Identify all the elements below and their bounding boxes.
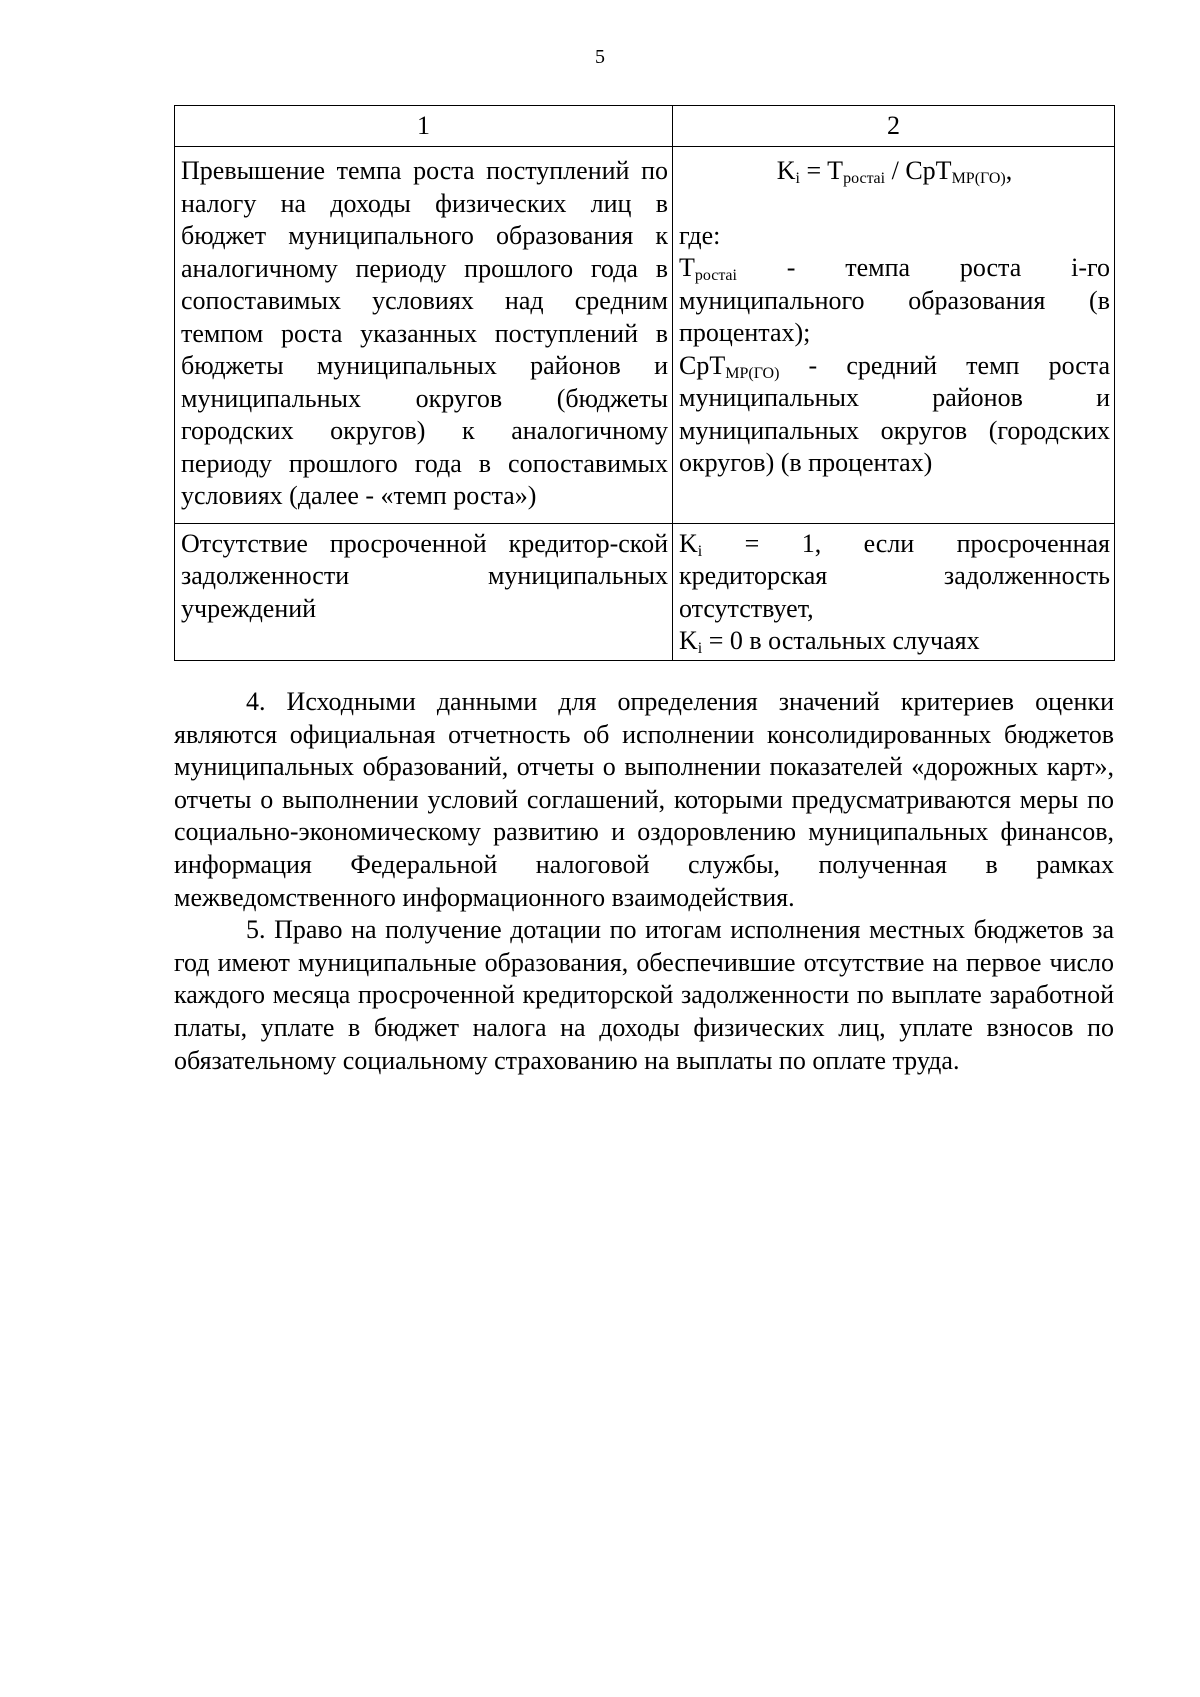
table-header-row xyxy=(175,106,1115,147)
table-row xyxy=(175,147,1115,524)
formula-end: , xyxy=(1005,156,1013,185)
where-label: где: xyxy=(679,220,721,250)
criterion-cell: Превышение темпа роста поступлений по налогу на доходы физических лиц в бюджет муниципального образования к аналогичному периоду прошлого года в сопоставимых условиях над средним темпом роста указанных поступлений в бюджеты муниципальных районов и муниципальных округов (бюджеты городских округов) к аналогичному периоду прошлого года в сопоставимых условиях (далее - «темп роста») xyxy=(175,147,673,524)
column-header-2: 2 xyxy=(673,106,1115,147)
k-subscript: i xyxy=(697,640,703,657)
k-equals-zero xyxy=(679,625,1110,658)
t-symbol: T xyxy=(679,253,695,282)
k-one-text: = 1, если просроченная кредиторская задолженность отсутствует, xyxy=(679,528,1110,623)
formula-t-subscript: ростai xyxy=(843,170,886,187)
page-number: 5 xyxy=(595,46,605,68)
srt-symbol: СрТ xyxy=(679,350,726,380)
k-zero-text: = 0 в остальных случаях xyxy=(702,626,980,655)
srt-description: - средний темп роста муниципальных районов и муниципальных округов (городских округов) (в процентах) xyxy=(679,350,1110,477)
srt-definition xyxy=(679,350,1110,480)
formula-cell xyxy=(673,523,1115,660)
formula-k-subscript: i xyxy=(795,170,800,187)
criteria-table xyxy=(174,105,1115,661)
growth-formula xyxy=(679,155,1110,188)
formula-k: K xyxy=(776,156,796,185)
k-symbol: K xyxy=(679,528,698,558)
formula-equals-t: = T xyxy=(799,156,844,185)
formula-cell xyxy=(673,147,1115,524)
t-description: - темпа роста i-го муниципального образования (в процентах); xyxy=(679,253,1110,347)
k-subscript: i xyxy=(697,542,703,560)
paragraph-4: 4. Исходными данными для определения значений критериев оценки являются официальная отчетность об исполнении консолидированных бюджетов муниципальных образований, отчеты о выполнении показателей «дорожных карт», отчеты о выполнении условий соглашений, которыми предусматриваются меры по социально-экономическому развитию и оздоровлению муниципальных финансов, информация Федеральной налоговой службы, полученная в рамках межведомственного информационного взаимодействия. xyxy=(174,687,1114,912)
srt-subscript: МР(ГО) xyxy=(725,364,780,382)
t-subscript: ростai xyxy=(694,267,737,284)
t-definition xyxy=(679,252,1110,350)
table-row xyxy=(175,523,1115,660)
column-header-1: 1 xyxy=(175,106,673,147)
paragraph-5: 5. Право на получение дотации по итогам исполнения местных бюджетов за год имеют муниципальные образования, обеспечившие отсутствие на первое число каждого месяца просроченной кредиторской задолженности по выплате заработной платы, уплате в бюджет налога на доходы физических лиц, уплате взносов по обязательному социальному страхованию на выплаты по оплате труда. xyxy=(174,915,1114,1075)
body-text xyxy=(174,686,1114,1077)
k-symbol: K xyxy=(679,626,698,655)
formula-divide-srt: / СрТ xyxy=(885,156,952,185)
k-equals-one xyxy=(679,528,1110,626)
criterion-cell: Отсутствие просроченной кредитор-ской задолженности муниципальных учреждений xyxy=(175,523,673,660)
formula-srt-subscript: МР(ГО) xyxy=(951,170,1006,187)
